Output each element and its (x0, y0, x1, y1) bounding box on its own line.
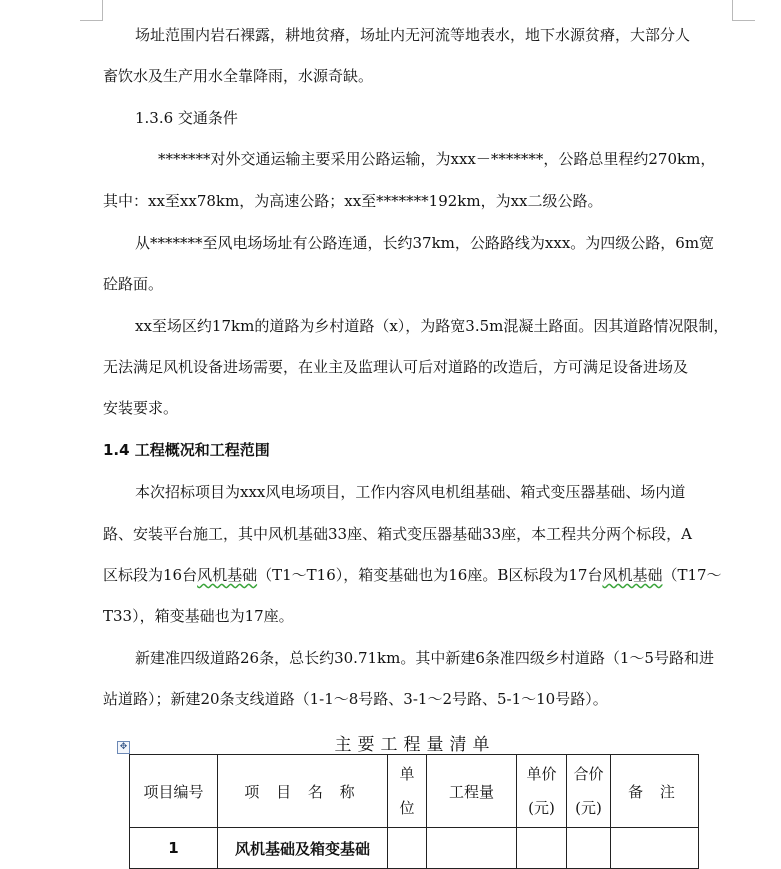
header-code: 项目编号 (130, 755, 218, 828)
table-row (130, 828, 699, 869)
section-heading-1-3-6: 1.3.6 交通条件 (135, 109, 238, 127)
paragraph-line: 路、安装平台施工，其中风机基础33座、箱式变压器基础33座，本工程共分两个标段，A (103, 525, 693, 543)
header-name: 项 目 名 称 (218, 755, 388, 828)
move-handle-icon[interactable]: ✥ (117, 741, 130, 754)
text-run: （T17～ (662, 566, 722, 584)
table-header-row (130, 755, 699, 828)
cell-code: 1 (130, 828, 218, 869)
section-heading-1-4: 1.4 工程概况和工程范围 (103, 441, 270, 459)
header-total-bottom: (元) (575, 799, 602, 817)
cell-name: 风机基础及箱变基础 (218, 828, 388, 869)
paragraph-line: 新建准四级道路26条，总长约30.71km。其中新建6条准四级乡村道路（1～5号路和进 (135, 649, 714, 667)
text-run: 区标段为16台 (103, 566, 198, 584)
table-title: 主要工程量清单 (334, 735, 496, 755)
cell-unit-price (517, 828, 567, 869)
header-unit-bottom: 位 (399, 799, 415, 817)
header-unit-top: 单 (399, 765, 415, 783)
paragraph-line (103, 565, 722, 585)
paragraph-line: *******对外交通运输主要采用公路运输，为xxx－*******，公路总里程约270km， (158, 150, 716, 168)
header-price-top: 单价 (526, 765, 557, 783)
header-unit (388, 755, 427, 828)
header-price-bottom: (元) (528, 799, 555, 817)
paragraph-line: 场址范围内岩石裸露，耕地贫瘠，场址内无河流等地表水，地下水源贫瘠，大部分人 (135, 26, 691, 44)
quantity-table (129, 754, 699, 869)
cell-unit (388, 828, 427, 869)
cell-total-price (567, 828, 611, 869)
paragraph-line: 无法满足风机设备进场需要，在业主及监理认可后对道路的改造后，方可满足设备进场及 (103, 358, 689, 376)
text-run: （T1～T16），箱变基础也为16座。B区标段为17台 (257, 566, 603, 584)
paragraph-line: 本次招标项目为xxx风电场项目，工作内容风电机组基础、箱式变压器基础、场内道 (135, 483, 686, 501)
paragraph-line: 站道路）；新建20条支线道路（1-1～8号路、3-1～2号路、5-1～10号路）。 (103, 690, 608, 708)
paragraph-line: 砼路面。 (103, 275, 164, 293)
paragraph-line: T33），箱变基础也为17座。 (103, 607, 294, 625)
header-total-price (567, 755, 611, 828)
paragraph-line: 安装要求。 (103, 399, 179, 417)
header-remark: 备 注 (611, 755, 699, 828)
page-corner-mark-left (80, 0, 103, 21)
paragraph-line: 畜饮水及生产用水全靠降雨，水源奇缺。 (103, 67, 374, 85)
cell-remark (611, 828, 699, 869)
paragraph-line: 其中：xx至xx78km，为高速公路；xx至*******192km，为xx二级公路。 (103, 192, 603, 210)
cell-quantity (427, 828, 517, 869)
header-unit-price (517, 755, 567, 828)
page-corner-mark-right (732, 0, 755, 21)
header-quantity: 工程量 (427, 755, 517, 828)
header-total-top: 合价 (573, 765, 604, 783)
paragraph-line: xx至场区约17km的道路为乡村道路（x），为路宽3.5m混凝土路面。因其道路情况限制， (135, 317, 729, 335)
spellcheck-underlined-text: 风机基础 (602, 566, 663, 584)
spellcheck-underlined-text: 风机基础 (197, 566, 258, 584)
paragraph-line: 从*******至风电场场址有公路连通，长约37km，公路路线为xxx。为四级公路，6m宽 (135, 234, 715, 252)
